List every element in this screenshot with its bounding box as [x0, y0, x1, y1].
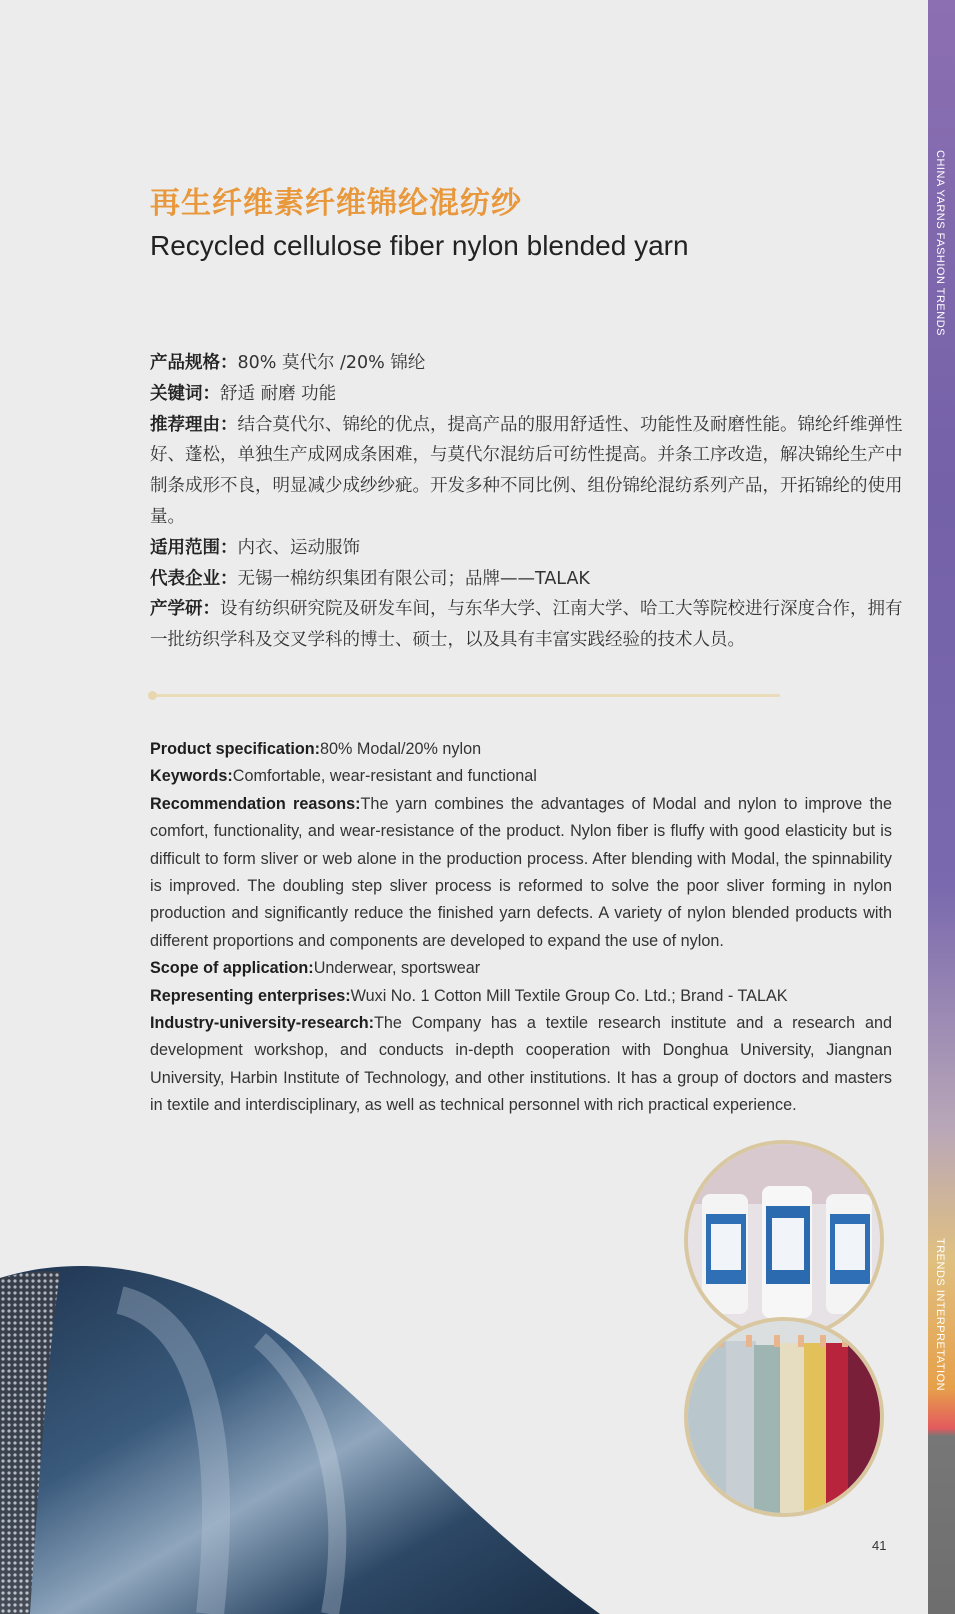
en-spec: [150, 736, 892, 763]
cn-enterprise-value: 无锡一棉纺织集团有限公司；品牌——TALAK: [237, 568, 590, 589]
cn-research: [150, 594, 910, 656]
cn-reason-value: 结合莫代尔、锦纶的优点，提高产品的服用舒适性、功能性及耐磨性能。锦纶纤维弹性好、蓬松，单独生产成网成条困难，与莫代尔混纺后可纺性提高。并条工序改造，解决锦纶生产中制条成形不良，明显减少成纱纱疵。开发多种不同比例、组份锦纶混纺系列产品，开拓锦纶的使用量。: [150, 414, 903, 527]
cn-description: [150, 348, 910, 656]
cn-keywords-label: 关键词：: [150, 383, 220, 404]
fabric-wave-image: [0, 1260, 620, 1614]
cn-enterprise-label: 代表企业：: [150, 568, 238, 589]
cn-keywords: [150, 379, 910, 410]
cn-research-value: 设有纺织研究院及研发车间，与东华大学、江南大学、哈工大等院校进行深度合作，拥有一批纺织学科及交叉学科的博士、硕士，以及具有丰富实践经验的技术人员。: [150, 599, 903, 651]
en-enterprise: [150, 983, 892, 1010]
fabric-swatches-photo: [684, 1317, 884, 1517]
en-reason: [150, 791, 892, 955]
en-keywords-value: Comfortable, wear-resistant and functional: [232, 767, 537, 786]
en-scope: [150, 955, 892, 982]
en-reason-label: Recommendation reasons:: [150, 794, 361, 813]
yarn-cones-photo: [684, 1140, 884, 1340]
en-enterprise-value: Wuxi No. 1 Cotton Mill Textile Group Co. Ltd.; Brand - TALAK: [350, 986, 788, 1005]
en-scope-value: Underwear, sportswear: [313, 959, 481, 978]
en-research-label: Industry-university-research:: [150, 1014, 375, 1033]
cn-scope-value: 内衣、运动服饰: [237, 537, 360, 558]
en-spec-value: 80% Modal/20% nylon: [320, 740, 482, 758]
cn-spec: [150, 348, 910, 379]
cn-enterprise: [150, 564, 910, 595]
page-title-en: Recycled cellulose fiber nylon blended yarn: [150, 230, 689, 261]
cn-keywords-value: 舒适 耐磨 功能: [220, 383, 337, 404]
en-scope-label: Scope of application:: [150, 959, 314, 978]
section-divider: [150, 694, 780, 697]
page-number: 41: [872, 1538, 887, 1553]
cn-research-label: 产学研：: [150, 599, 220, 620]
en-research-value: The Company has a textile research institute and a research and development workshop, and conducts in-depth cooperation with Donghua University, Jiangnan University, Harbin Institute of Technology, and other institutions. It has a group of doctors and masters in textile and interdisciplinary, as well as technical personnel with rich practical experience.: [150, 1014, 892, 1115]
cn-spec-label: 产品规格：: [150, 353, 238, 373]
en-keywords-label: Keywords:: [150, 767, 233, 786]
cn-spec-value: 80% 莫代尔 /20% 锦纶: [237, 353, 426, 373]
cn-reason: [150, 410, 910, 533]
cn-scope-label: 适用范围：: [150, 537, 238, 558]
side-label-bottom: TRENDS INTERPRETATION: [934, 1238, 946, 1392]
en-enterprise-label: Representing enterprises:: [150, 986, 351, 1005]
side-band: [928, 0, 955, 1614]
en-spec-label: Product specification:: [150, 740, 320, 758]
en-keywords: [150, 763, 892, 790]
cn-reason-label: 推荐理由：: [150, 414, 238, 435]
en-reason-value: The yarn combines the advantages of Modal and nylon to improve the comfort, functionality, and wear-resistance of the product. Nylon fiber is fluffy with good elasticity but is difficult to form sliver or web alone in the production process. After blending with Modal, the spinnability is improved. The doubling step sliver process is reformed to solve the poor sliver forming in nylon production and significantly reduce the finished yarn defects. A variety of nylon blended products with different proportions and components are developed to expand the use of nylon.: [150, 794, 892, 950]
side-label-top: CHINA YARNS FASHION TRENDS: [934, 150, 946, 336]
cn-scope: [150, 533, 910, 564]
page-title-cn: 再生纤维素纤维锦纶混纺纱: [150, 186, 522, 221]
en-research: [150, 1010, 892, 1120]
en-description: [150, 736, 892, 1120]
divider-dot: [148, 691, 157, 700]
